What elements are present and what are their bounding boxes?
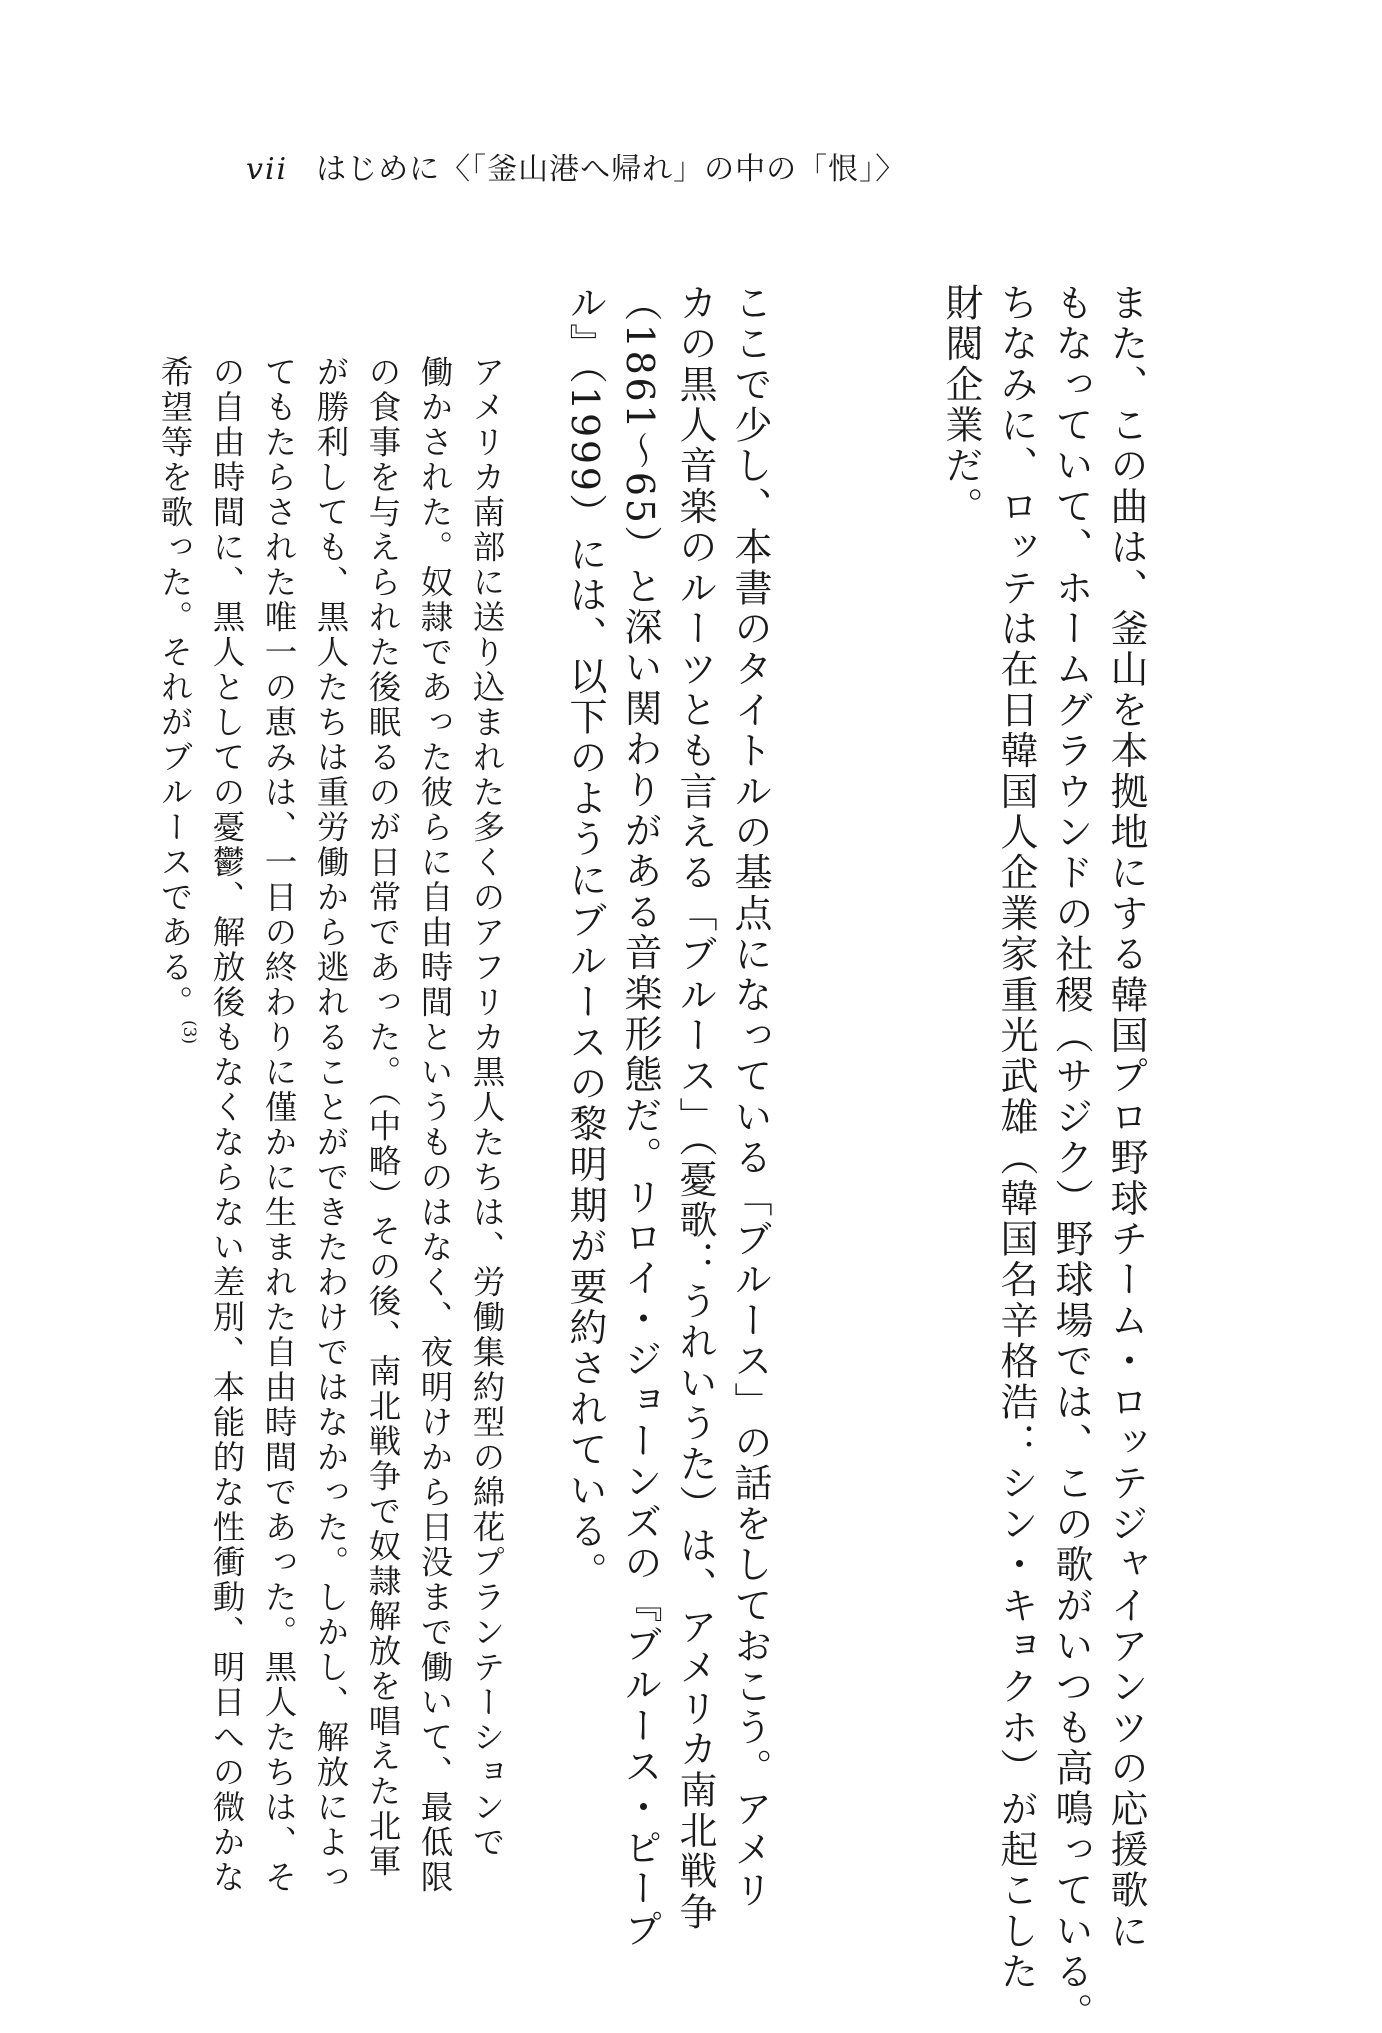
quote-last-text: 希望等を歌った。それがブルースである。 [156, 355, 194, 1020]
quote-line: の自由時間に、黒人としての憂鬱、解放後もなくならない差別、本能的な性衝動、明日への微かな [208, 355, 246, 1895]
quote-line: てもたらされた唯一の恵みは、一日の終わりに僅かに生まれた自由時間であった。黒人たちは、そ [260, 355, 298, 1895]
text-line: カの黒人音楽のルーツとも言える「ブルース」（憂歌：うれいうた）は、アメリカ南北戦争 [673, 283, 717, 1933]
quote-line: の食事を与えられた後眠るのが日常であった。（中略）その後、南北戦争で奴隷解放を唱えた北軍 [364, 355, 402, 1879]
body-paragraph-1 [934, 283, 1154, 2033]
text-line: （1861～65）と深い関わりがある音楽形態だ。リロイ・ジョーンズの『ブルース・ピープ [618, 283, 662, 1951]
footnote-reference[interactable]: (3) [179, 1020, 199, 1045]
page-number: vii [246, 152, 289, 187]
body-paragraph-2 [558, 283, 778, 1950]
quote-line: アメリカ南部に送り込まれた多くのアフリカ黒人たちは、労働集約型の綿花プランテーションで [468, 355, 506, 1860]
text-line: ここで少し、本書のタイトルの基点になっている「ブルース」の話をしておこう。アメリ [728, 283, 772, 1911]
text-line: また、この曲は、釜山を本拠地にする韓国プロ野球チーム・ロッテジャイアンツの応援歌に [1104, 283, 1148, 1952]
text-line: 財閥企業だ。 [939, 283, 983, 528]
text-line: ちなみに、ロッテは在日韓国人企業家重光武雄（韓国名辛格浩：シン・キョクホ）が起こした [994, 283, 1038, 1993]
running-header [246, 148, 906, 192]
quote-line: が勝利しても、黒人たちは重労働から逃れることができたわけではなかった。しかし、解放によっ [312, 355, 350, 1895]
text-line: もなっていて、ホームグラウンドの社稷（サジク）野球場では、この歌がいつも高鳴っている。 [1049, 283, 1093, 2033]
text-line: ル』（1999）には、以下のようにブルースの黎明期が要約されている。 [563, 283, 607, 1593]
running-title: はじめに〈「釜山港へ帰れ」の中の「恨」〉 [316, 152, 907, 187]
block-quote [146, 355, 510, 1895]
quote-line-last [146, 355, 198, 1895]
quote-line: 働かされた。奴隷であった彼らに自由時間というものはなく、夜明けから日没まで働いて、最低限 [416, 355, 454, 1895]
